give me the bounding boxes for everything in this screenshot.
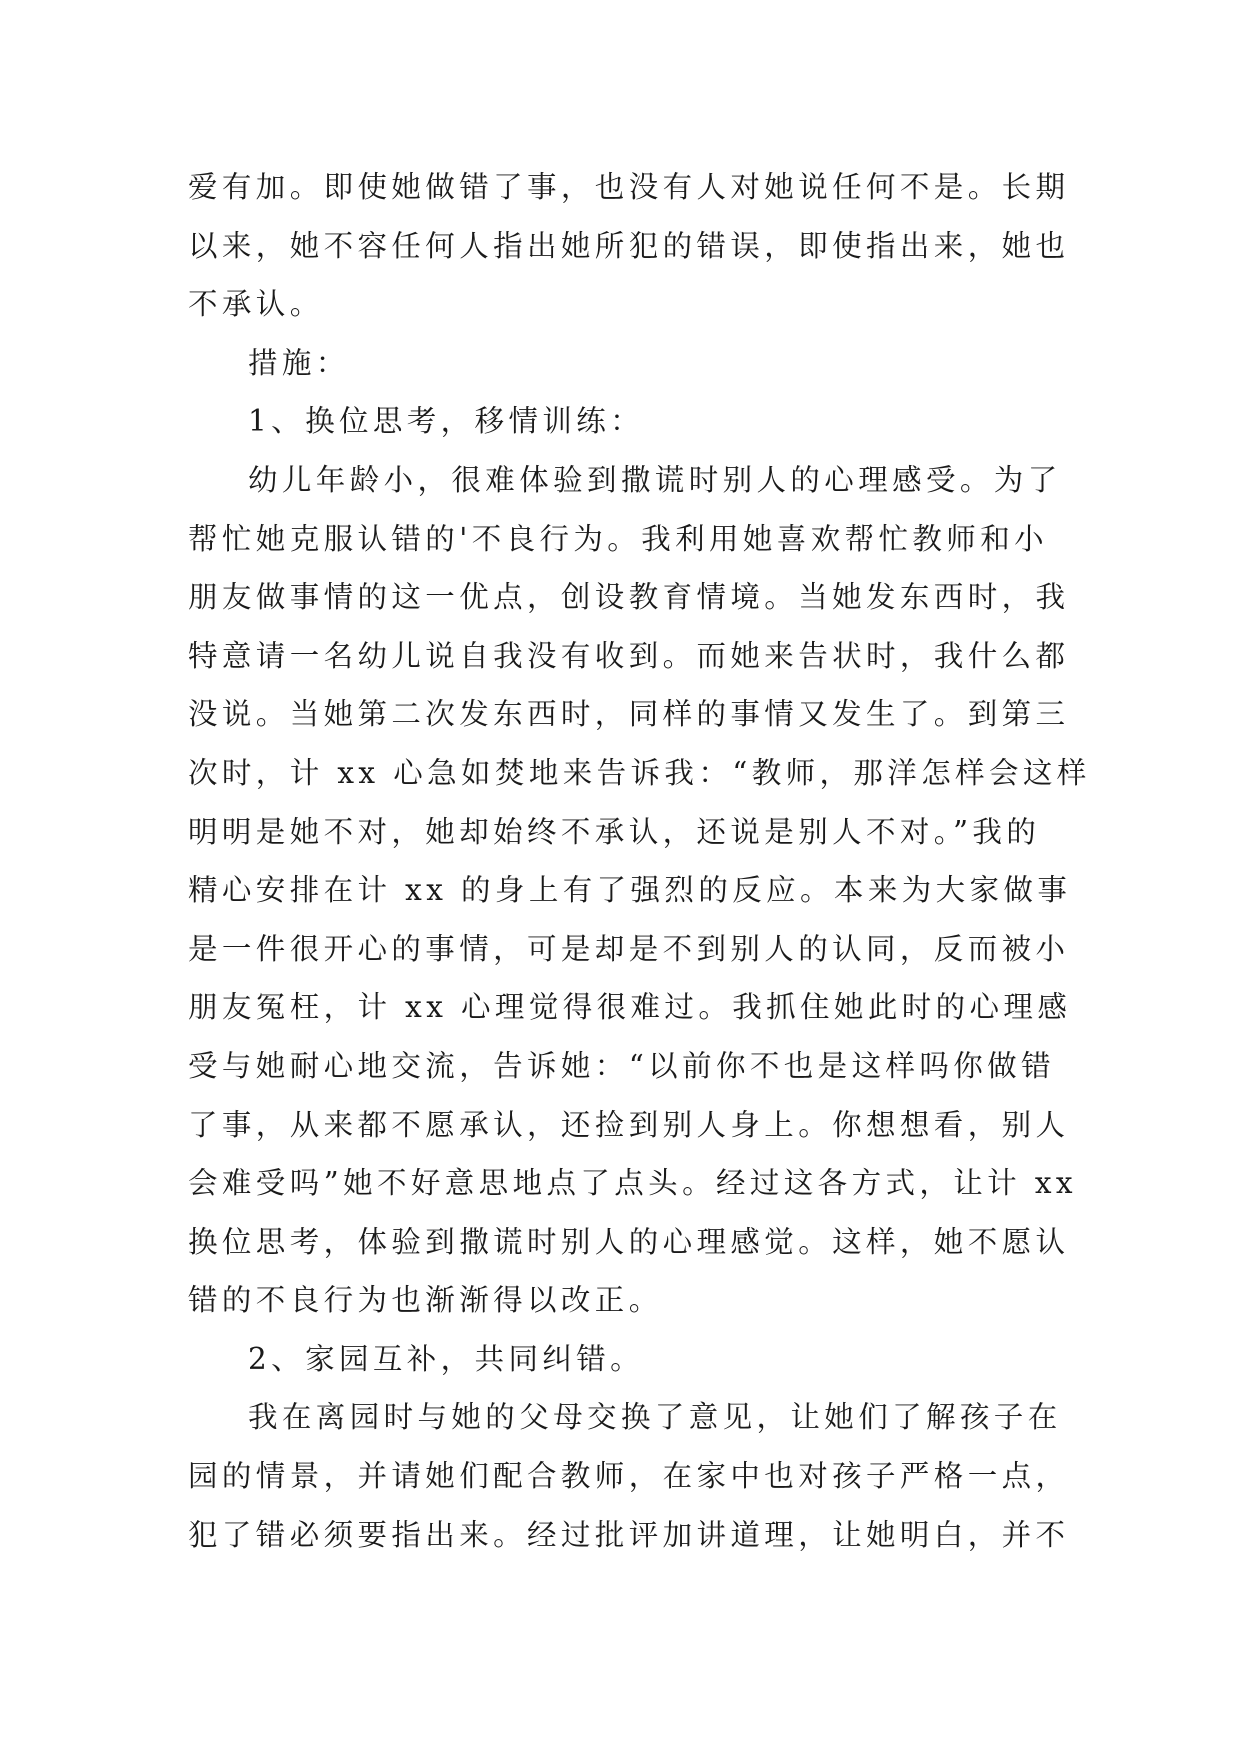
text-line: 是一件很开心的事情，可是却是不到别人的认同，反而被小 [188,931,1070,966]
text-line: 受与她耐心地交流，告诉她：“以前你不也是这样吗你做错 [188,1048,1055,1083]
text-line: 精心安排在计 xx 的身上有了强烈的反应。本来为大家做事 [188,873,1072,908]
text-line: 爱有加。即使她做错了事，也没有人对她说任何不是。长期 [188,170,1070,204]
section-heading: 措施： [248,345,350,380]
text-line: 换位思考，体验到撒谎时别人的心理感觉。这样，她不愿认 [188,1224,1070,1259]
text-line: 没说。当她第二次发东西时，同样的事情又发生了。到第三 [188,697,1070,732]
text-line: 朋友做事情的这一优点，创设教育情境。当她发东西时，我 [188,580,1070,615]
text-line: 帮忙她克服认错的'不良行为。我利用她喜欢帮忙教师和小 [188,521,1049,556]
subheading-2: 2、家园互补，共同纠错。 [248,1341,645,1376]
document-body [188,158,1091,1564]
text-line: 明明是她不对，她却始终不承认，还说是别人不对。”我的 [188,814,1041,849]
text-line: 错的不良行为也渐渐得以改正。 [188,1283,663,1318]
paragraph-start: 幼儿年龄小，很难体验到撒谎时别人的心理感受。为了 [248,462,1062,497]
text-line: 园的情景，并请她们配合教师，在家中也对孩子严格一点， [188,1459,1070,1494]
subheading-1: 1、换位思考，移情训练： [248,404,645,439]
paragraph-start: 我在离园时与她的父母交换了意见，让她们了解孩子在 [248,1400,1062,1435]
text-line: 朋友冤枉，计 xx 心理觉得很难过。我抓住她此时的心理感 [188,990,1072,1025]
text-line: 不承认。 [188,287,324,322]
text-line: 特意请一名幼儿说自我没有收到。而她来告状时，我什么都 [188,638,1070,673]
text-line: 会难受吗”她不好意思地点了点头。经过这各方式，让计 xx [188,1166,1077,1201]
text-line: 次时，计 xx 心急如焚地来告诉我：“教师，那洋怎样会这样 [188,755,1091,790]
text-line: 犯了错必须要指出来。经过批评加讲道理，让她明白，并不 [188,1517,1070,1552]
text-line: 以来，她不容任何人指出她所犯的错误，即使指出来，她也 [188,228,1070,263]
text-line: 了事，从来都不愿承认，还捡到别人身上。你想想看，别人 [188,1107,1070,1142]
